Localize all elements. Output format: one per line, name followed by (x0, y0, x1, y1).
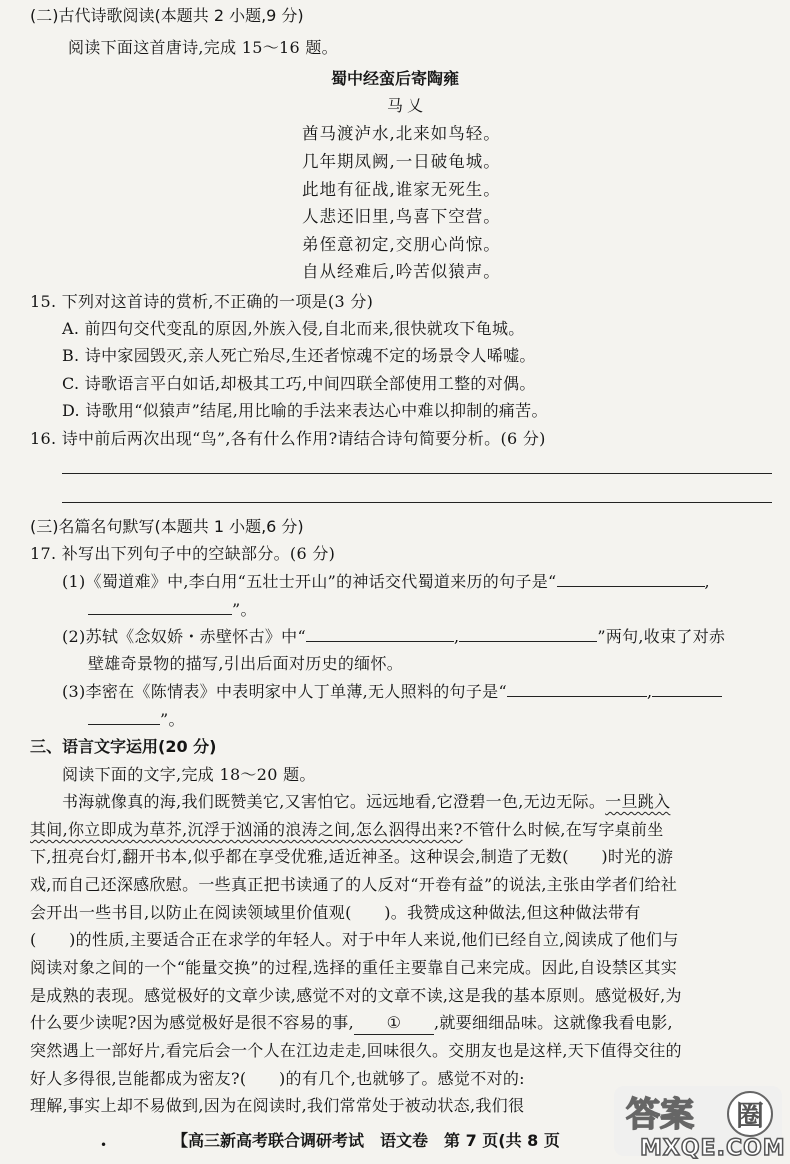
passage-text: 什么要少读呢?因为感觉极好是很不容易的事, (30, 1013, 354, 1032)
question-15-option-b: B. 诗中家园毁灭,亲人死亡殆尽,生还者惊魂不定的场景令人唏嘘。 (62, 346, 536, 365)
question-15-option-d: D. 诗歌用“似猿声”结尾,用比喻的手法来表达心中难以抑制的痛苦。 (62, 401, 548, 420)
poem-line: 弟侄意初定,交朋心尚惊。 (302, 235, 501, 254)
question-17-item-3-cont (88, 708, 185, 731)
wavy-underlined-text: 其间,你立即成为草芥,沉浮于汹涌的浪涛之间,怎么泅得出来? (30, 820, 463, 839)
question-17-stem: 17. 补写出下列句子中的空缺部分。(6 分) (30, 544, 336, 563)
question-15-option-a: A. 前四句交代变乱的原因,外族入侵,自北而来,很快就攻下龟城。 (62, 319, 525, 338)
svg-text:圈: 圈 (736, 1099, 765, 1132)
section-heading-recite: (三)名篇名句默写(本题共 1 小题,6 分) (30, 517, 304, 536)
poetry-instruction: 阅读下面这首唐诗,完成 15～16 题。 (68, 38, 338, 57)
passage-line: 会开出一些书目,以防止在阅读领域里价值观( )。我赞成这种做法,但这种做法带有 (30, 903, 641, 922)
poem-author: 马乂 (387, 96, 428, 115)
question-17-item-1 (62, 570, 710, 593)
language-instruction: 阅读下面的文字,完成 18～20 题。 (62, 765, 316, 784)
passage-line: 阅读对象之间的一个“能量交换”的过程,选择的重任主要靠自己来完成。因此,自设禁区其实 (30, 958, 678, 977)
comma: , (646, 682, 653, 701)
question-15-option-c: C. 诗歌语言平白如话,却极其工巧,中间四联全部使用工整的对偶。 (62, 374, 536, 393)
passage-line: 下,扭亮台灯,翻开书本,似乎都在享受优雅,适近神圣。这种误会,制造了无数( )时光的游 (30, 847, 674, 866)
passage-text: 不管什么时候,在写字桌前坐 (462, 820, 664, 839)
blank-1[interactable] (354, 1012, 434, 1035)
poem-line: 此地有征战,谁家无死生。 (302, 180, 501, 199)
passage-line (62, 791, 670, 813)
comma: , (453, 627, 460, 646)
footer-dot: • (100, 1138, 108, 1152)
passage-line (30, 819, 664, 841)
item-1-text: (1)《蜀道难》中,李白用“五壮士开山”的神话交代蜀道来历的句子是“ (62, 572, 557, 591)
answer-blank[interactable] (306, 625, 454, 642)
item-3-text: (3)李密在《陈情表》中表明家中人丁单薄,无人照料的句子是“ (62, 682, 507, 701)
item-2-mid: ”两句,收束了对赤 (597, 627, 726, 646)
answer-blank[interactable] (459, 625, 597, 642)
question-17-item-2-cont: 壁雄奇景物的描写,引出后面对历史的缅怀。 (88, 654, 404, 673)
passage-text: 书海就像真的海,我们既赞美它,又害怕它。远远地看,它澄碧一色,无边无际。 (62, 792, 606, 811)
passage-line: ( )的性质,主要适合正在求学的年轻人。对于中年人来说,他们已经自立,阅读成了他们与 (30, 930, 679, 949)
answer-blank[interactable] (88, 708, 160, 725)
passage-line: 是成熟的表现。感觉极好的文章少读,感觉不对的文章不读,这是我的基本原则。感觉极好,为 (30, 986, 682, 1005)
wavy-underlined-text: 一旦跳入 (605, 792, 671, 811)
blank-marker: ① (386, 1013, 402, 1032)
poem-line: 酋马渡泸水,北来如鸟轻。 (302, 124, 501, 143)
answer-blank[interactable] (507, 680, 647, 697)
answer-blank[interactable] (88, 598, 232, 615)
poem-line: 几年期凤阙,一日破龟城。 (302, 152, 501, 171)
close-quote: ”。 (160, 710, 185, 729)
item-2-text: (2)苏轼《念奴娇・赤壁怀古》中“ (62, 627, 306, 646)
close-quote: ”。 (232, 600, 257, 619)
poem-line: 人悲还旧里,鸟喜下空营。 (302, 207, 501, 226)
comma: , (704, 572, 710, 591)
poem-title: 蜀中经蛮后寄陶雍 (331, 69, 460, 88)
question-17-item-2 (62, 625, 725, 648)
answer-blank[interactable] (557, 570, 705, 587)
passage-line: 突然遇上一部好片,看完后会一个人在江边走走,回味很久。交朋友也是这样,天下值得交往的 (30, 1041, 682, 1060)
answer-line (62, 502, 772, 503)
question-16-stem: 16. 诗中前后两次出现“鸟”,各有什么作用?请结合诗句简要分析。(6 分) (30, 429, 546, 448)
svg-text:答案: 答案 (626, 1095, 694, 1135)
page-footer: 【高三新高考联合调研考试 语文卷 第 7 页(共 8 页 (172, 1131, 560, 1150)
passage-line (30, 1012, 673, 1035)
watermark-url: MXQE.COM (640, 1136, 786, 1161)
passage-text: ,就要细细品味。这就像我看电影, (433, 1013, 673, 1032)
question-17-item-3 (62, 680, 722, 703)
question-15-stem: 15. 下列对这首诗的赏析,不正确的一项是(3 分) (30, 292, 374, 311)
passage-line: 好人多得很,岂能都成为密友?( )的有几个,也就够了。感觉不对的: (30, 1069, 525, 1088)
answer-blank[interactable] (652, 680, 722, 697)
poem-line: 自从经难后,吟苦似猿声。 (302, 262, 501, 281)
passage-line: 戏,而自己还深感欣慰。一些真正把书读通了的人反对“开卷有益”的说法,主张由学者们给社 (30, 875, 678, 894)
passage-line: 理解,事实上却不易做到,因为在阅读时,我们常常处于被动状态,我们很 (30, 1096, 525, 1115)
question-17-item-1-cont (88, 598, 257, 621)
section-heading-poetry: (二)古代诗歌阅读(本题共 2 小题,9 分) (30, 6, 304, 25)
answer-line (62, 473, 772, 474)
section-heading-language: 三、语言文字运用(20 分) (30, 737, 217, 756)
